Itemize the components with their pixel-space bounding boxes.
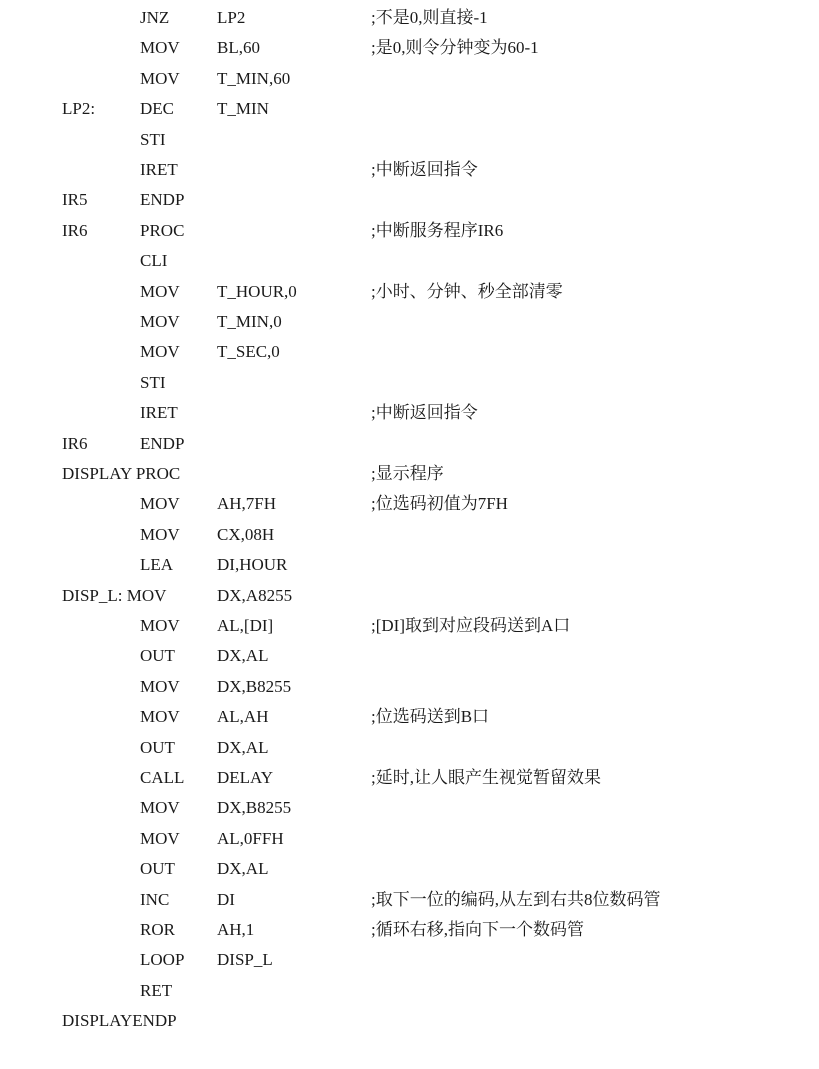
code-label: DISPLAYENDP — [62, 1011, 177, 1031]
code-opcode: OUT — [140, 737, 175, 757]
code-line — [0, 641, 819, 671]
code-line — [0, 550, 819, 580]
code-line — [0, 429, 819, 459]
code-operands: DX,AL — [217, 859, 269, 879]
code-opcode: MOV — [140, 281, 180, 301]
code-line — [0, 216, 819, 246]
code-opcode: LEA — [140, 555, 174, 575]
code-operands: DI — [217, 889, 235, 909]
code-line — [0, 3, 819, 33]
code-comment: ;延时,让人眼产生视觉暂留效果 — [371, 768, 601, 787]
code-comment: ;循环右移,指向下一个数码管 — [371, 920, 584, 939]
code-operands: DX,B8255 — [217, 676, 292, 696]
code-opcode: MOV — [140, 676, 180, 696]
code-line — [0, 885, 819, 915]
code-opcode: ROR — [140, 920, 175, 939]
code-line — [0, 1006, 819, 1036]
code-line — [0, 64, 819, 94]
code-line — [0, 611, 819, 641]
code-opcode: MOV — [140, 707, 180, 727]
code-line — [0, 33, 819, 63]
code-opcode: LOOP — [140, 950, 185, 970]
code-line — [0, 94, 819, 124]
code-comment: ;不是0,则直接-1 — [371, 8, 488, 27]
code-line — [0, 672, 819, 702]
code-line — [0, 824, 819, 854]
code-line — [0, 854, 819, 884]
code-operands: CX,08H — [217, 524, 275, 544]
code-comment: ;位选码送到B口 — [371, 707, 490, 727]
code-opcode: STI — [140, 372, 166, 392]
code-opcode: PROC — [140, 220, 185, 240]
code-operands: DISP_L — [217, 950, 273, 970]
code-operands: AL,[DI] — [217, 616, 274, 635]
code-operands: BL,60 — [217, 38, 260, 58]
code-operands: AL,0FFH — [217, 828, 284, 848]
code-opcode: JNZ — [140, 8, 170, 27]
code-operands: DX,A8255 — [217, 585, 293, 605]
code-operands: DI,HOUR — [217, 555, 288, 575]
code-comment: ;小时、分钟、秒全部清零 — [371, 281, 563, 301]
code-opcode: MOV — [140, 616, 180, 635]
code-label: DISP_L: MOV — [62, 585, 167, 605]
code-opcode: ENDP — [140, 433, 185, 453]
code-opcode: MOV — [140, 342, 180, 362]
code-line — [0, 763, 819, 793]
code-operands: T_HOUR,0 — [217, 281, 297, 301]
code-comment: ;中断返回指令 — [371, 403, 478, 423]
code-opcode: STI — [140, 129, 166, 149]
code-line — [0, 125, 819, 155]
code-line — [0, 945, 819, 975]
code-operands: DX,AL — [217, 646, 269, 666]
code-comment: ;位选码初值为7FH — [371, 494, 508, 514]
code-opcode: MOV — [140, 68, 180, 88]
code-operands: T_MIN — [217, 99, 269, 119]
code-line — [0, 398, 819, 428]
code-comment: ;中断返回指令 — [371, 160, 478, 179]
code-comment: ;中断服务程序IR6 — [371, 220, 504, 240]
code-line — [0, 277, 819, 307]
code-label: LP2: — [62, 99, 96, 119]
code-opcode: MOV — [140, 312, 180, 331]
code-line — [0, 733, 819, 763]
code-operands: AH,7FH — [217, 494, 277, 514]
code-line — [0, 337, 819, 367]
code-opcode: CALL — [140, 768, 185, 787]
code-line — [0, 915, 819, 945]
code-line — [0, 459, 819, 489]
code-line — [0, 155, 819, 185]
code-opcode: RET — [140, 980, 173, 1000]
code-opcode: IRET — [140, 160, 178, 179]
code-opcode: MOV — [140, 524, 180, 544]
code-label: IR6 — [62, 220, 88, 240]
code-line — [0, 976, 819, 1006]
code-comment: ;取下一位的编码,从左到右共8位数码管 — [371, 889, 661, 909]
code-operands: LP2 — [217, 8, 246, 27]
code-label: IR5 — [62, 190, 88, 210]
code-line — [0, 368, 819, 398]
code-operands: T_MIN,60 — [217, 68, 291, 88]
code-opcode: ENDP — [140, 190, 185, 210]
code-comment: ;[DI]取到对应段码送到A口 — [371, 616, 571, 635]
code-operands: T_SEC,0 — [217, 342, 280, 362]
code-label: DISPLAY PROC — [62, 464, 181, 483]
code-opcode: MOV — [140, 38, 180, 58]
code-opcode: MOV — [140, 828, 180, 848]
code-opcode: CLI — [140, 251, 168, 271]
code-line — [0, 793, 819, 823]
code-operands: AH,1 — [217, 920, 255, 939]
code-operands: DX,B8255 — [217, 798, 292, 818]
code-opcode: INC — [140, 889, 170, 909]
code-operands: DX,AL — [217, 737, 269, 757]
code-opcode: MOV — [140, 494, 180, 514]
code-line — [0, 489, 819, 519]
code-opcode: DEC — [140, 99, 174, 119]
code-label: IR6 — [62, 433, 88, 453]
code-opcode: MOV — [140, 798, 180, 818]
code-comment: ;显示程序 — [371, 464, 444, 483]
code-line — [0, 702, 819, 732]
code-operands: AL,AH — [217, 707, 269, 727]
code-opcode: OUT — [140, 646, 175, 666]
code-line — [0, 520, 819, 550]
code-operands: T_MIN,0 — [217, 312, 282, 331]
code-opcode: OUT — [140, 859, 175, 879]
code-line — [0, 581, 819, 611]
code-line — [0, 246, 819, 276]
code-line — [0, 307, 819, 337]
code-operands: DELAY — [217, 768, 274, 787]
code-comment: ;是0,则令分钟变为60-1 — [371, 38, 539, 58]
code-opcode: IRET — [140, 403, 178, 423]
code-line — [0, 185, 819, 215]
